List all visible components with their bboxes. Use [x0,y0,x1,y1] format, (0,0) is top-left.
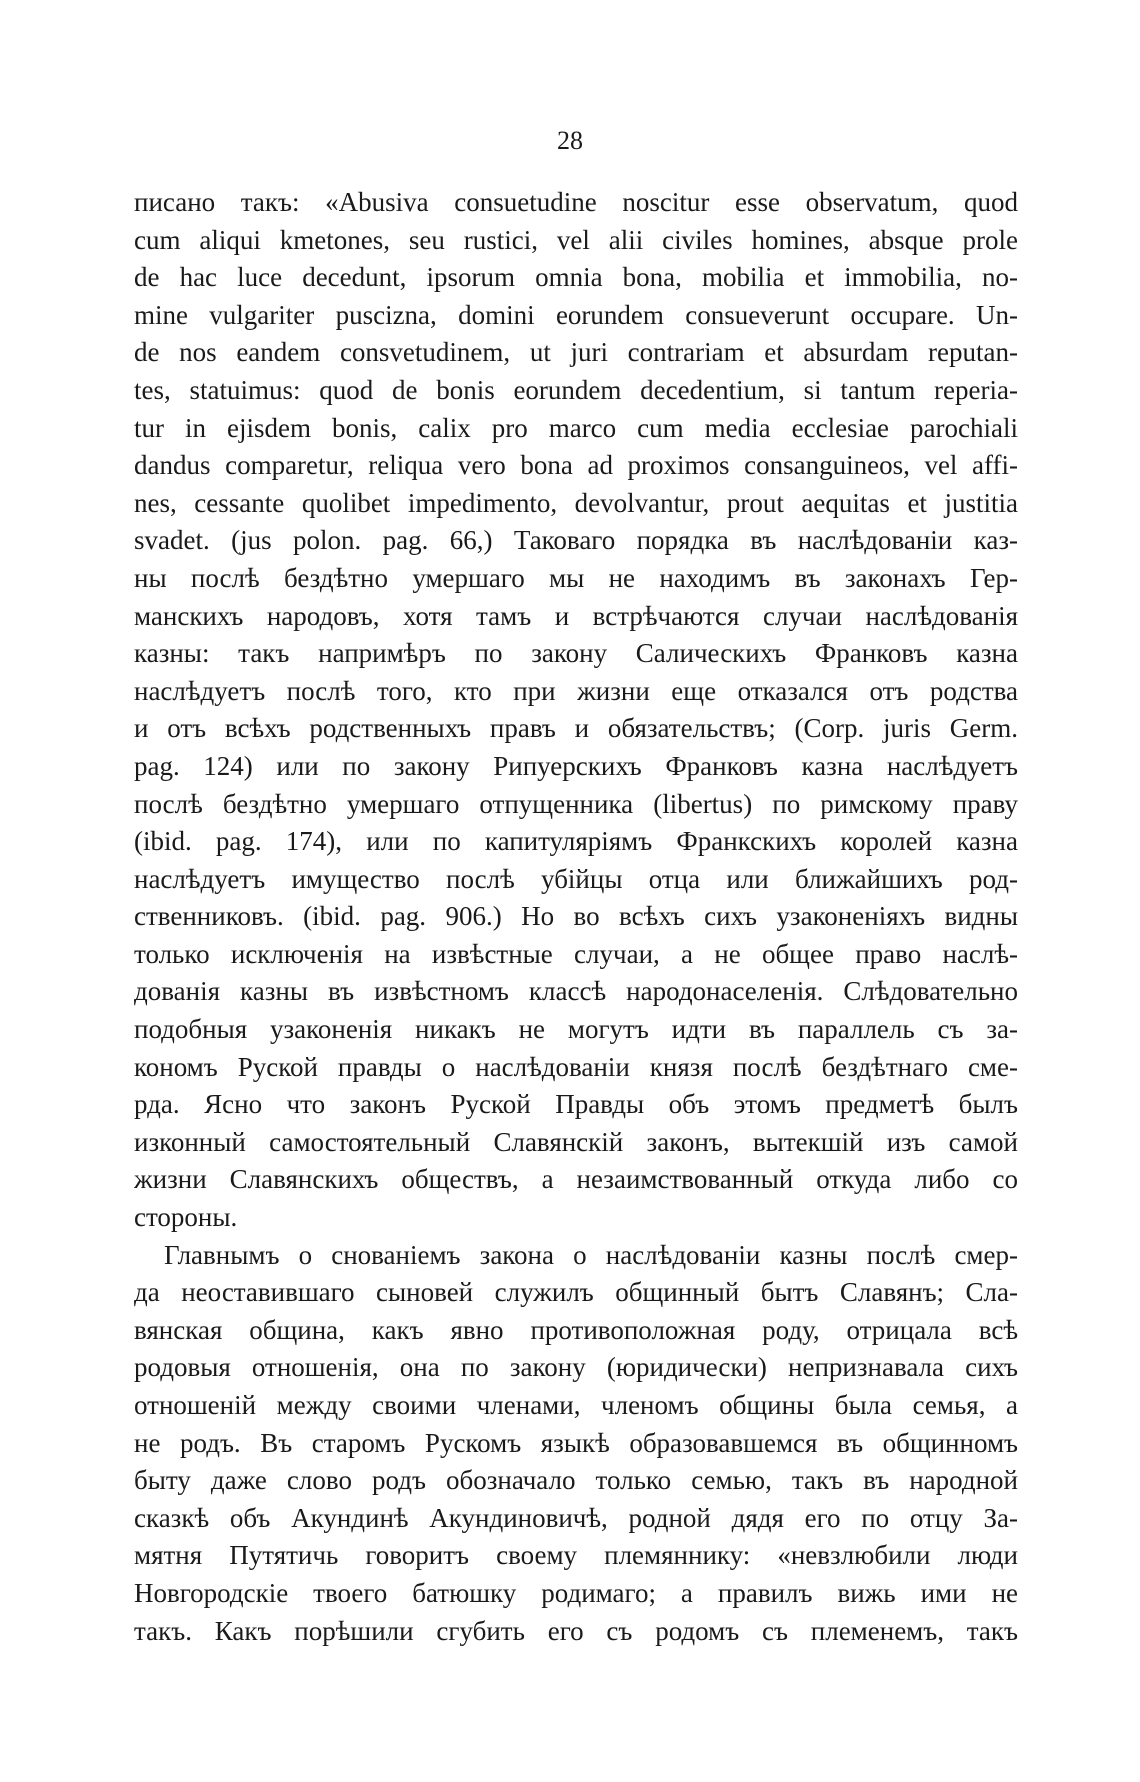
text-line: наслѣдуетъ имущество послѣ убійцы отца или ближайшихъ род- [134,863,1018,894]
text-line: вянская община, какъ явно противоположная роду, отрицала всѣ [134,1314,1018,1345]
text-line: ственниковъ. (ibid. pag. 906.) Но во всѣхъ сихъ узаконеніяхъ видны [134,901,1018,932]
paragraph-start-line: Главнымъ о снованіемъ закона о наслѣдованіи казны послѣ смер- [164,1239,1018,1270]
text-line: dandus comparetur, reliqua vero bona ad proximos consanguineos, vel affi- [134,450,1018,481]
text-line: сказкѣ объ Акундинѣ Акундиновичѣ, родной дядя его по отцу За- [134,1502,1018,1533]
text-line: стороны. [134,1202,238,1233]
text-line: nes, cessante quolibet impedimento, devolvantur, prout aequitas et justitia [134,487,1018,518]
text-line: да неоставившаго сыновей служилъ общинный бытъ Славянъ; Сла- [134,1277,1018,1308]
text-line: mine vulgariter puscizna, domini eorundem consueverunt occupare. Un- [134,299,1018,330]
text-line: кономъ Руской правды о наслѣдованіи князя послѣ бездѣтнаго сме- [134,1051,1018,1082]
text-line: такъ. Какъ порѣшили сгубить его съ родомъ съ племенемъ, такъ [134,1615,1018,1646]
text-line: наслѣдуетъ послѣ того, кто при жизни еще отказался отъ родства [134,675,1018,706]
text-line: cum aliqui kmetones, seu rustici, vel alii civiles homines, absque prole [134,224,1018,255]
text-line: de nos eandem consvetudinem, ut juri contrariam et absurdam reputan- [134,337,1018,368]
text-line: ны послѣ бездѣтно умершаго мы не находимъ въ законахъ Гер- [134,562,1018,593]
text-line: родовыя отношенія, она по закону (юридически) непризнавала сихъ [134,1352,1018,1383]
text-line: de hac luce decedunt, ipsorum omnia bona, mobilia et immobilia, no- [134,262,1018,293]
page-number: 28 [557,126,583,155]
text-line: отношеній между своими членами, членомъ общины была семья, а [134,1390,1018,1420]
text-line: дованія казны въ извѣстномъ классѣ народонаселенія. Слѣдовательно [134,976,1018,1007]
text-line: писано такъ: «Abusiva consuetudine noscitur esse observatum, quod [134,187,1018,217]
text-line: pag. 124) или по закону Рипуерскихъ Франковъ казна наслѣдуетъ [134,750,1018,781]
text-line: tur in ejisdem bonis, calix pro marco cum media ecclesiae parochiali [134,412,1018,443]
text-line: быту даже слово родъ обозначало только семью, такъ въ народной [134,1465,1018,1496]
text-line: рда. Ясно что законъ Руской Правды объ этомъ предметѣ былъ [134,1089,1018,1120]
text-line: мятня Путятичь говоритъ своему племяннику: «невзлюбили люди [134,1540,1018,1571]
text-line: изконный самостоятельный Славянскій законъ, вытекшій изъ самой [134,1126,1018,1157]
text-line: жизни Славянскихъ обществъ, а незаимствованный откуда либо со [134,1164,1018,1195]
text-line: и отъ всѣхъ родственныхъ правъ и обязательствъ; (Corp. juris Germ. [134,713,1018,744]
text-line: подобныя узаконенія никакъ не могутъ идти въ параллель съ за- [134,1014,1018,1045]
text-line: послѣ бездѣтно умершаго отпущенника (libertus) по римскому праву [134,788,1018,819]
text-line: казны: такъ напримѣръ по закону Салическихъ Франковъ казна [134,638,1018,669]
text-line: tes, statuimus: quod de bonis eorundem decedentium, si tantum reperia- [134,374,1018,405]
text-line: только исключенія на извѣстные случаи, а не общее право наслѣ- [134,938,1018,969]
text-line: Новгородскіе твоего батюшку родимаго; а правилъ вижь ими не [134,1577,1018,1608]
text-line: svadet. (jus polon. pag. 66,) Таковаго порядка въ наслѣдованіи каз- [134,525,1018,556]
text-line: не родъ. Въ старомъ Рускомъ языкѣ образовавшемся въ общинномъ [134,1427,1018,1458]
text-line: (ibid. pag. 174), или по капитуляріямъ Франкскихъ королей казна [134,826,1018,857]
body-text [134,184,1018,1650]
text-line: манскихъ народовъ, хотя тамъ и встрѣчаются случаи наслѣдованія [134,600,1018,631]
